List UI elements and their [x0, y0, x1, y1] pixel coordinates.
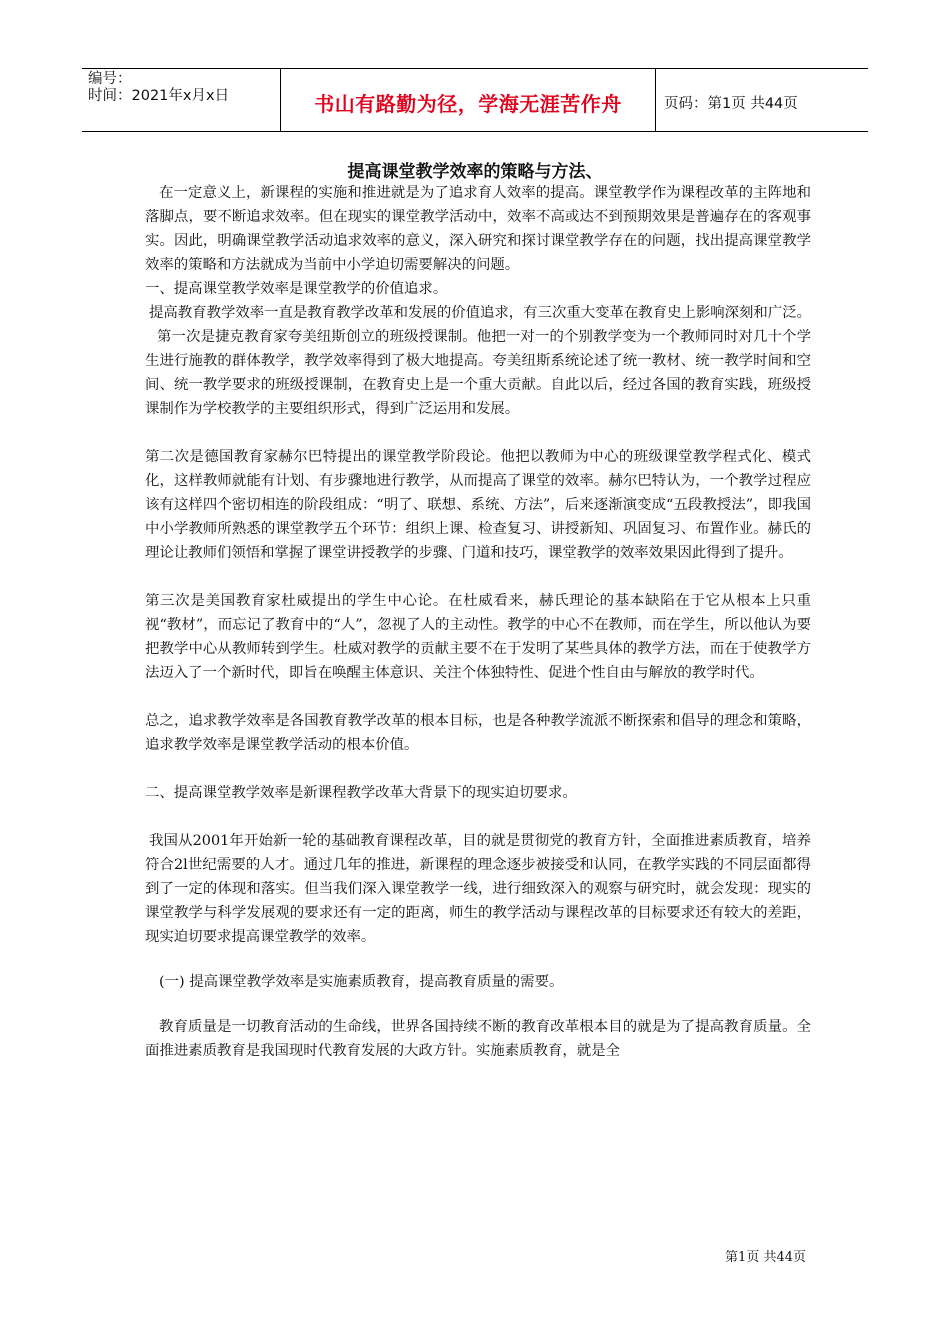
document-body	[145, 181, 811, 1063]
paragraph-spacer	[145, 421, 811, 445]
header-page-info: 页码：第1页 共44页	[664, 96, 798, 112]
paragraph: 在一定意义上，新课程的实施和推进就是为了追求育人效率的提高。课堂教学作为课程改革的主阵地和落脚点，要不断追求效率。但在现实的课堂教学活动中，效率不高或达不到预期效果是普遍存在的客观事实。因此，明确课堂教学活动追求效率的意义，深入研究和探讨课堂教学存在的问题，找出提高课堂教学效率的策略和方法就成为当前中小学迫切需要解决的问题。	[145, 185, 811, 273]
paragraph-spacer	[145, 949, 811, 970]
page-header	[82, 68, 868, 132]
section-heading: 一、提高课堂教学效率是课堂教学的价值追求。	[145, 281, 448, 297]
document-time: 时间：2021年x月x日	[88, 88, 230, 104]
paragraph: 我国从2001年开始新一轮的基础教育课程改革，目的就是贯彻党的教育方针，全面推进素质教育，培养符合2l世纪需要的人才。通过几年的推进，新课程的理念逐步被接受和认同，在教学实践的不同层面都得到了一定的体现和落实。但当我们深入课堂教学一线，进行细致深入的观察与研究时，就会发现：现实的课堂教学与科学发展观的要求还有一定的距离，师生的教学活动与课程改革的目标要求还有较大的差距，现实迫切要求提高课堂教学的效率。	[145, 833, 811, 945]
paragraph-spacer	[145, 565, 811, 589]
header-meta	[82, 69, 280, 131]
paragraph-spacer	[145, 805, 811, 829]
document-title: 提高课堂教学效率的策略与方法、	[347, 162, 603, 182]
paragraph-spacer	[145, 757, 811, 781]
header-motto-cell	[280, 69, 656, 131]
paragraph: 第三次是美国教育家杜威提出的学生中心论。在杜威看来，赫氏理论的基本缺陷在于它从根本上只重视“教材”，而忘记了教育中的“人”，忽视了人的主动性。教学的中心不在教师，而在学生，所以他认为要把教学中心从教师转到学生。杜威对教学的贡献主要不在于发明了某些具体的教学方法，而在于使教学方法迈入了一个新时代，即旨在唤醒主体意识、关注个体独特性、促进个性自由与解放的教学时代。	[145, 593, 811, 681]
document-number-label: 编号：	[88, 71, 132, 87]
paragraph: 第一次是捷克教育家夸美纽斯创立的班级授课制。他把一对一的个别教学变为一个教师同时对几十个学生进行施教的群体教学，教学效率得到了极大地提高。夸美纽斯系统论述了统一教材、统一教学时间和空间、统一教学要求的班级授课制，在教育史上是一个重大贡献。自此以后，经过各国的教育实践，班级授课制作为学校教学的主要组织形式，得到广泛运用和发展。	[145, 329, 811, 417]
paragraph: 总之，追求教学效率是各国教育教学改革的根本目标，也是各种教学流派不断探索和倡导的理念和策略，追求教学效率是课堂教学活动的根本价值。	[145, 713, 811, 753]
section-heading: 二、提高课堂教学效率是新课程教学改革大背景下的现实迫切要求。	[145, 785, 577, 801]
paragraph: 提高教育教学效率一直是教育教学改革和发展的价值追求，有三次重大变革在教育史上影响深刻和广泛。	[149, 305, 811, 321]
header-motto: 书山有路勤为径，学海无涯苦作舟	[314, 92, 622, 116]
paragraph-spacer	[145, 685, 811, 709]
subsection-heading: (一) 提高课堂教学效率是实施素质教育，提高教育质量的需要。	[159, 974, 564, 990]
paragraph-spacer	[145, 994, 811, 1015]
paragraph: 第二次是德国教育家赫尔巴特提出的课堂教学阶段论。他把以教师为中心的班级课堂教学程式化、模式化，这样教师就能有计划、有步骤地进行教学，从而提高了课堂的效率。赫尔巴特认为，一个教学过程应该有这样四个密切相连的阶段组成：“明了、联想、系统、方法”，后来逐渐演变成“五段教授法”，即我国中小学教师所熟悉的课堂教学五个环节：组织上课、检查复习、讲授新知、巩固复习、布置作业。赫氏的理论让教师们领悟和掌握了课堂讲授教学的步骤、门道和技巧，课堂教学的效率效果因此得到了提升。	[145, 449, 811, 561]
page-footer: 第1页 共44页	[725, 1250, 806, 1265]
paragraph: 教育质量是一切教育活动的生命线，世界各国持续不断的教育改革根本目的就是为了提高教育质量。全面推进素质教育是我国现时代教育发展的大政方针。实施素质教育，就是全	[145, 1019, 811, 1059]
